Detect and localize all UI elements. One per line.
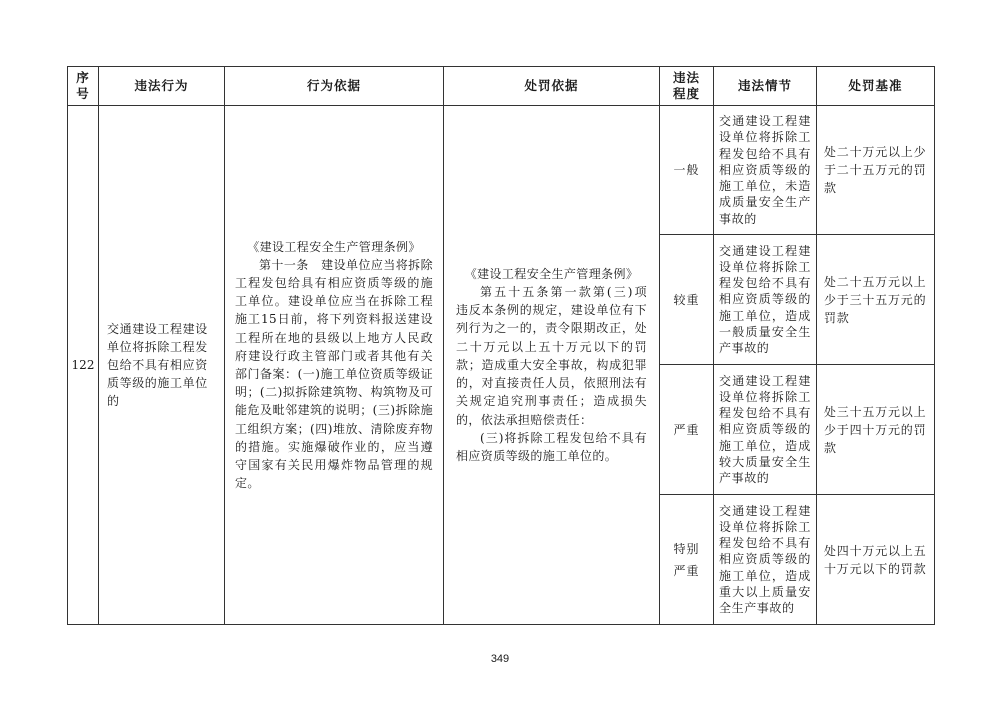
penalty-basis-text: 第五十五条第一款第(三)项 违反本条例的规定，建设单位有下列行为之一的，责令限期改正，处二十万元以上五十万元以下的罚款；造成重大安全事故，构成犯罪的，对直接责任人员，依照刑法有关规定追究刑事责任；造成损失的，依法承担赔偿责任： [456,285,660,427]
page-number: 349 [490,653,510,665]
standard-cell: 处二十五万元以上少于三十五万元的罚款 [817,235,935,365]
standard-cell: 处三十五万元以上少于四十万元的罚款 [817,365,935,495]
standard-cell: 处四十万元以上五十万元以下的罚款 [817,495,935,625]
header-circumstances: 违法情节 [714,67,817,106]
penalty-basis-cell [444,106,660,625]
degree-cell: 较重 [660,235,714,365]
penalty-basis-title: 《建设工程安全生产管理条例》 [464,266,639,281]
degree-cell: 严重 [660,365,714,495]
violation-cell: 交通建设工程建设单位将拆除工程发包给不具有相应资质等级的施工单位的 [99,106,225,625]
circumstance-cell: 交通建设工程建设单位将拆除工程发包给不具有相应资质等级的施工单位，造成重大以上质量安全生产事故的 [714,495,817,625]
standard-cell: 处二十万元以上少于二十五万元的罚款 [817,106,935,235]
circumstance-cell: 交通建设工程建设单位将拆除工程发包给不具有相应资质等级的施工单位，造成较大质量安全生产事故的 [714,365,817,495]
header-penalty-basis: 处罚依据 [444,67,660,106]
header-degree: 违法程度 [660,67,714,106]
circumstance-cell: 交通建设工程建设单位将拆除工程发包给不具有相应资质等级的施工单位，造成一般质量安全生产事故的 [714,235,817,365]
row-seq: 122 [68,106,99,625]
header-standard: 处罚基准 [817,67,935,106]
header-seq: 序号 [68,67,99,106]
conduct-basis-cell [225,106,444,625]
header-row [68,67,935,106]
conduct-basis-text: 第十一条 建设单位应当将拆除工程发包给具有相应资质等级的施工单位。建设单位应当在拆除工程施工15日前，将下列资料报送建设工程所在地的县级以上地方人民政府建设行政主管部门或者其他有关部门备案：(一)施工单位资质等级证明；(二)拟拆除建筑物、构筑物及可能危及毗邻建筑的说明；(三)拆除施工组织方案；(四)堆放、清除废弃物的措施。实施爆破作业的，应当遵守国家有关民用爆炸物品管理的规定。 [235,257,433,491]
table-row [68,106,935,235]
header-violation: 违法行为 [99,67,225,106]
degree-cell: 一般 [660,106,714,235]
circumstance-cell: 交通建设工程建设单位将拆除工程发包给不具有相应资质等级的施工单位，未造成质量安全生产事故的 [714,106,817,235]
degree-cell: 特别严重 [660,495,714,625]
penalty-basis-item: (三)将拆除工程发包给不具有相应资质等级的施工单位的。 [456,430,647,463]
header-conduct-basis: 行为依据 [225,67,444,106]
conduct-basis-title: 《建设工程安全生产管理条例》 [247,239,421,254]
penalty-standard-table [67,66,935,625]
